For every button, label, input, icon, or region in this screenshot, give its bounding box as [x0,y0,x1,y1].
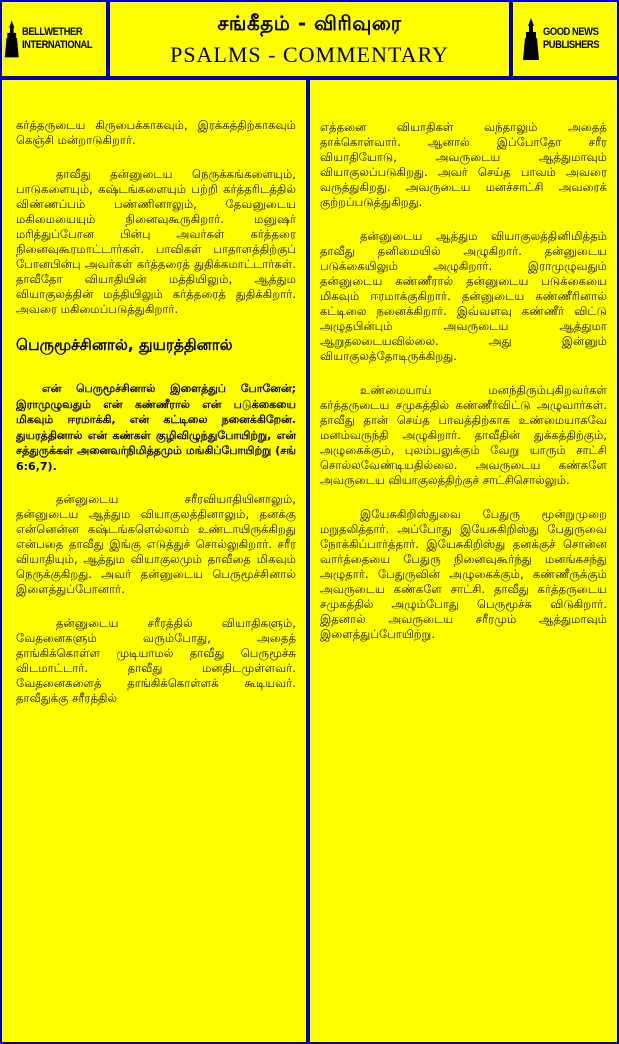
bell-tower-icon [521,16,541,62]
bell-tower-icon [3,16,20,62]
paragraph: உண்மையாய் மனந்திரும்புகிறவர்கள் கர்த்தருடைய சமுகத்தில் கண்ணீர்விட்டு அழுவார்கள். தாவீது தான் செய்த பாவத்திற்காக உண்மையாகவே மனம்வருந்தி அழுகிறார். தாவீதின் துக்கத்திற்கும், அழுகைக்கும், புலம்பலுக்கும் வேறு யாரும் சாட்சி சொல்லவேண்டியதில்லை. அவருடைய கண்களே அவருடைய வியாகுலத்திற்குச் சாட்சிசொல்லும். [320,383,607,487]
logo-text [543,26,599,52]
paragraph: இயேசுகிறிஸ்துவை பேதுரு மூன்றுமுறை மறுதலித்தார். அப்போது இயேசுகிறிஸ்து பேதுருவை நோக்கிப்பார்த்தார். இயேசுகிறிஸ்து தனக்குச் சொன்ன வார்த்தையை பேதுரு நினைவுகூர்ந்து மனங்கசந்து அழுதார். பேதுருவின் அழுகைக்கும், கண்ணீருக்கும் அவருடைய கண்களே சாட்சி. தாவீது கர்த்தருடைய சமுகத்தில் அழும்போது பெருமூச்சு விடுகிறார். இதனால் அவருடைய சரீரமும் ஆத்துமாவும் இளைத்துப்போயிற்று. [320,507,607,641]
logo-line: BELLWETHER [22,26,83,38]
paragraph: தாவீது தன்னுடைய நெருக்கங்களையும், பாடுகளையும், கஷ்டங்களையும் பற்றி கர்த்தரிடத்தில் விண்ணப்பம் பண்ணினாலும், தேவனுடைய மகிமையையும் நினைவுகூருகிறார். மனுஷர் மரித்துப்போன பின்பு அவர்கள் கர்த்தரை நினைவுகூரமாட்டார்கள். பாவிகள் பாதாளத்திற்குப் போனபின்பு அவர்கள் கர்த்தரைத் துதிக்கமாட்டார்கள். தாவீதோ வியாதியின் மத்தியிலும், ஆத்தும வியாகுலத்தின் மத்தியிலும் கர்த்தரைத் துதிக்கிறார். அவரை மகிமைப்படுத்துகிறார். [16,167,296,316]
header [2,2,617,76]
page-title-english: PSALMS - COMMENTARY [170,41,449,67]
good-news-logo [513,2,617,76]
title-box [110,2,509,76]
bellwether-logo [2,2,106,76]
page-title-tamil: சங்கீதம் - விரிவுரை [217,10,402,35]
paragraph: தன்னுடைய சரீரத்தில் வியாதிகளும், வேதனைகளும் வரும்போது, அதைத் தாங்கிக்கொள்ள முடியாமல் தாவீது பெருமூச்சு விடமாட்டார். தாவீது மனதிடமுள்ளவர். வேதனைகளைத் தாங்கிக்கொள்ளக் கூடியவர். தாவீதுக்கு சரீரத்தில் [16,616,296,705]
left-column [2,80,306,1042]
logo-line: PUBLISHERS [543,39,600,51]
content-area [2,80,617,1042]
logo-line: INTERNATIONAL [22,39,93,51]
paragraph: எத்தனை வியாதிகள் வந்தாலும் அதைத் தாக்கொள்வார். ஆனால் இப்போதோ சரீர வியாதியோடு, அவருடைய ஆத்துமாவும் வியாகுலப்படுகிறது. அவர் செய்த பாவம் அவரை வருத்துகிறது. அவருடைய மனச்சாட்சி அவரைக் குற்றப்படுத்துகிறது. [320,120,607,209]
logo-text [22,26,92,52]
section-heading: பெருமூச்சினால், துயரத்தினால் [16,336,233,354]
logo-line: GOOD NEWS [543,26,599,38]
paragraph: தன்னுடைய சரீரவியாதியினாலும், தன்னுடைய ஆத்தும வியாகுலத்தினாலும், தனக்கு என்னென்ன கஷ்டங்களெல்லாம் உண்டாயிருக்கிறது என்பதை தாவீது இங்கு எடுத்துச் சொல்லுகிறார். சரீர வியாதியும், ஆத்தும வியாகுலமும் தாவீதை மிகவும் நெருக்குகிறது. அவர் தன்னுடைய பெருமூச்சினால் இளைத்துப்போனார். [16,492,296,596]
scripture-quote: என் பெருமூச்சினால் இளைத்துப் போனேன்; இராமுழுவதும் என் கண்ணீரால் என் படுக்கையை மிகவும் ஈரமாக்கி, என் கட்டிலை நனைக்கிறேன். துயரத்தினால் என் கண்கள் குழிவிழுந்துபோயிற்று, என் சத்துருக்கள் அனைவர்நிமித்தமும் மங்கிப்போயிற்று (சங் 6:6,7). [16,382,296,473]
paragraph: தன்னுடைய ஆத்தும வியாகுலத்தினிமித்தம் தாவீது தனிமையில் அழுகிறார். தன்னுடைய படுக்கையிலும் அழுகிறார். இராமுழுவதும் தன்னுடைய கண்ணீரால் தன்னுடைய படுக்கையை மிகவும் ஈரமாக்குகிறார். தன்னுடைய கண்ணீரினால் கட்டிலை நனைக்கிறார். இவ்வளவு கண்ணீர் விட்டு அழுதபின்பும் அவருடைய ஆத்துமா ஆறுதலடையவில்லை. அது இன்னும் வியாகுலத்தோடிருக்கிறது. [320,229,607,363]
paragraph: கர்த்தருடைய கிருபைக்காகவும், இரக்கத்திற்காகவும் கெஞ்சி மன்றாடுகிறார். [16,118,296,147]
right-column [310,80,617,1042]
